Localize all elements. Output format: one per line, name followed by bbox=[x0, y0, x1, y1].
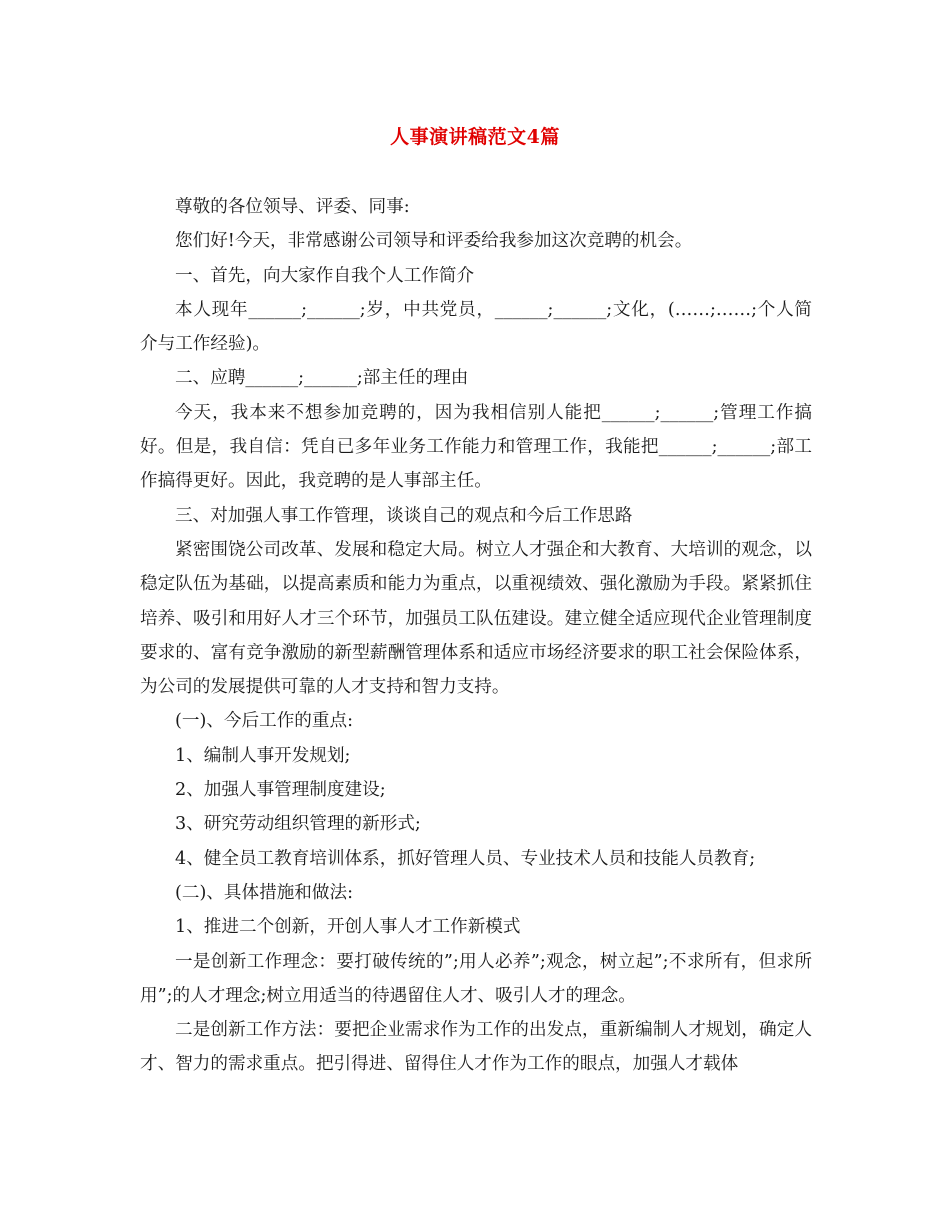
document-title: 人事演讲稿范文4篇 bbox=[390, 126, 560, 148]
subheading-measures: (二)、具体措施和做法: bbox=[175, 882, 354, 903]
section-heading-intro: 一、首先，向大家作自我个人工作简介 bbox=[175, 265, 475, 286]
section-heading-reason: 二、应聘______;______;部主任的理由 bbox=[175, 368, 469, 389]
paragraph-views: 紧密围饶公司改革、发展和稳定大局。树立人才强企和大教育、大培训的观念，以稳定队伍为基础，以提高素质和能力为重点，以重视绩效、强化激励为手段。紧紧抓住培养、吸引和用好人才三个环节，加强员工队伍建设。建立健全适应现代企业管理制度要求的、富有竞争激励的新型薪酬管理体系和适应市场经济要求的职工社会保险体系，为公司的发展提供可靠的人才支持和智力支持。 bbox=[140, 539, 812, 698]
paragraph-innovation-concept: 一是创新工作理念：要打破传统的”;用人必养”;观念，树立起”;不求所有，但求所用”;的人才理念;树立用适当的待遇留住人才、吸引人才的理念。 bbox=[140, 951, 812, 1006]
list-item-focus-1: 1、编制人事开发规划; bbox=[175, 745, 351, 766]
paragraph-thanks: 您们好!今天，非常感谢公司领导和评委给我参加这次竞聘的机会。 bbox=[175, 231, 693, 252]
list-item-focus-3: 3、研究劳动组织管理的新形式; bbox=[175, 814, 421, 835]
section-heading-views: 三、对加强人事工作管理，谈谈自己的观点和今后工作思路 bbox=[175, 505, 633, 526]
subheading-focus: (一)、今后工作的重点: bbox=[175, 711, 354, 732]
document-body bbox=[140, 190, 812, 1082]
list-item-focus-2: 2、加强人事管理制度建设; bbox=[175, 780, 386, 801]
list-item-focus-4: 4、健全员工教育培训体系，抓好管理人员、专业技术人员和技能人员教育; bbox=[175, 848, 756, 869]
paragraph-reason: 今天，我本来不想参加竞聘的，因为我相信别人能把______;______;管理工作搞好。但是，我自信：凭自已多年业务工作能力和管理工作，我能把______;______;部工作搞得更好。因此，我竞聘的是人事部主任。 bbox=[140, 402, 812, 492]
paragraph-self-intro: 本人现年______;______;岁，中共党员，______;______;文化，(……;……;个人简介与工作经验)。 bbox=[140, 299, 812, 355]
paragraph-innovation-method: 二是创新工作方法：要把企业需求作为工作的出发点，重新编制人才规划，确定人才、智力的需求重点。把引得进、留得住人才作为工作的眼点，加强人才载体 bbox=[140, 1020, 812, 1075]
list-item-measure-1: 1、推进二个创新，开创人事人才工作新模式 bbox=[175, 917, 521, 938]
paragraph-greeting: 尊敬的各位领导、评委、同事: bbox=[175, 197, 410, 217]
